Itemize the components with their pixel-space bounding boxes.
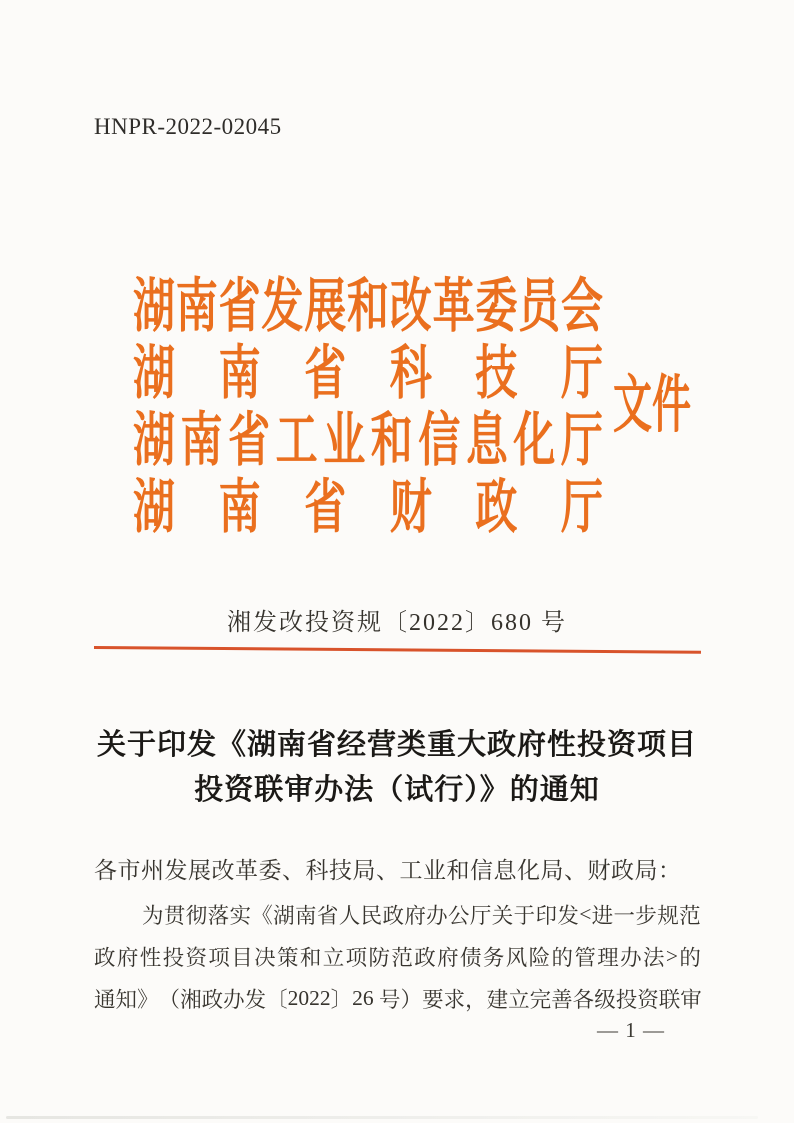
salutation: 各市州发展改革委、科技局、工业和信息化局、财政局： bbox=[94, 858, 682, 883]
agency-name-finance: 湖 南 省 财 政 厅 bbox=[133, 475, 603, 541]
document-title-line-1: 关于印发《湖南省经营类重大政府性投资项目 bbox=[96, 729, 697, 761]
reference-number: HNPR-2022-02045 bbox=[94, 114, 282, 139]
document-title bbox=[0, 723, 794, 813]
body-paragraph-line-3: 通 知 》 （ 湘 政 办 发 〔 2022 〕 26 号 ） 要 求 ， 建 立 完 善 各 级 投 资 联 审 bbox=[94, 985, 702, 1012]
header-divider-line bbox=[94, 646, 701, 654]
body-paragraph-line-1: 为 贯 彻 落 实 《 湖 南 省 人 民 政 府 办 公 厅 关 于 印 发 < 进 一 步 规 范 bbox=[142, 901, 701, 928]
body-paragraph bbox=[94, 893, 701, 1019]
document-number: 湘发改投资规〔2022〕680 号 bbox=[227, 610, 567, 636]
agency-name-industry-it: 湖 南 省 工 业 和 信 息 化 厅 bbox=[133, 408, 603, 474]
agency-name-drc: 湖 南 省 发 展 和 改 革 委 员 会 bbox=[133, 274, 603, 340]
agency-name-science-tech: 湖 南 省 科 技 厅 bbox=[133, 341, 603, 407]
issuing-agencies bbox=[133, 268, 603, 541]
page-number: — 1 — bbox=[597, 1018, 665, 1042]
body-paragraph-line-2: 政 府 性 投 资 项 目 决 策 和 立 项 防 范 政 府 债 务 风 险 的 管 理 办 法 > 的 bbox=[94, 943, 701, 970]
document-type-label: 文 件 bbox=[613, 371, 692, 441]
document-title-line-2: 投资联审办法（试行）》的通知 bbox=[194, 774, 600, 806]
